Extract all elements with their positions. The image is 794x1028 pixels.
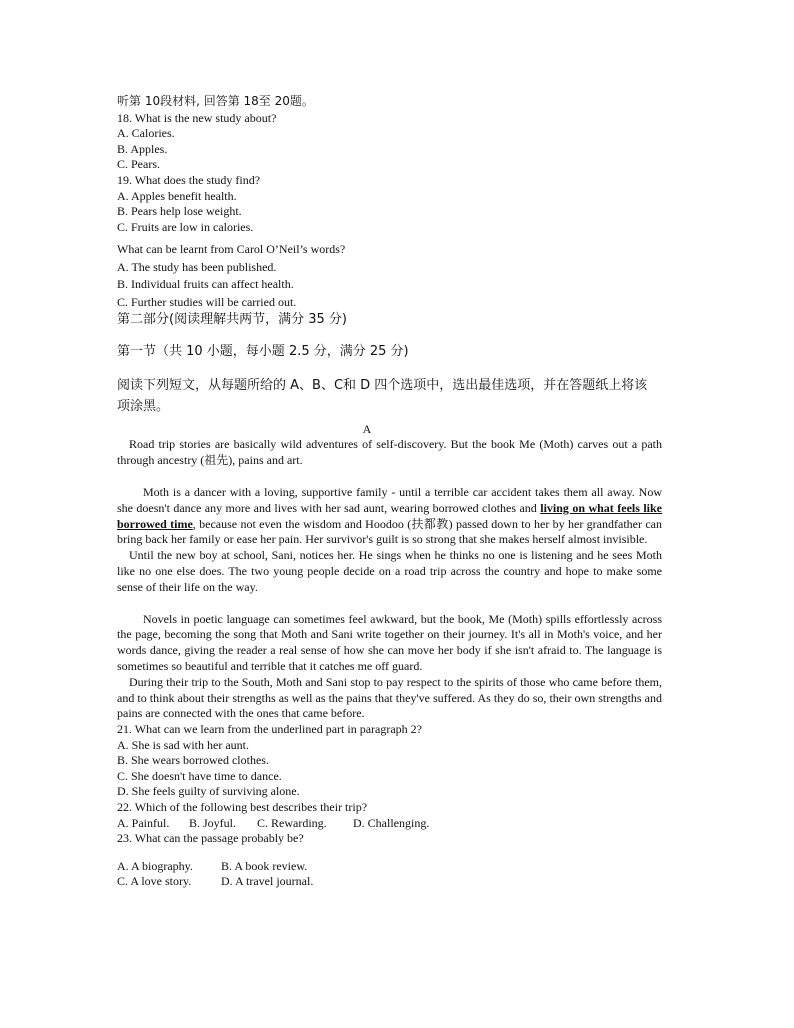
q21-option-d: D. She feels guilty of surviving alone. <box>117 784 300 799</box>
q22-options <box>117 816 677 832</box>
q23-option-a: A. A biography. <box>117 858 193 873</box>
passage-paragraph-4: Novels in poetic language can sometimes feel awkward, but the book, Me (Moth) spills effortlessly across the page, becoming the song that Moth and Sani write together on their journey. It's all in Moth's voice, and her words dance, giving the reader a real sense of how she can move her body if she isn't afraid to. The language is sometimes so beautiful and terrible that it catches me off guard. <box>117 611 662 673</box>
question-22: 22. Which of the following best describes their trip? <box>117 800 368 815</box>
q19-option-a: A. Apples benefit health. <box>117 188 237 203</box>
q20-option-c: C. Further studies will be carried out. <box>117 294 297 309</box>
question-21: 21. What can we learn from the underlined part in paragraph 2? <box>117 722 422 737</box>
q22-option-c: C. Rewarding. <box>257 815 327 830</box>
q21-option-c: C. She doesn't have time to dance. <box>117 768 282 783</box>
passage-paragraph-1: Road trip stories are basically wild adventures of self-discovery. But the book Me (Moth) carves out a path through ancestry (祖先), pains and art. <box>117 437 662 468</box>
underlined-phrase: living on what feels like borrowed time <box>117 500 662 531</box>
paragraph-2-text-start: Moth is a dancer with a loving, supportive family - until a terrible car accident takes them all away. Now she doesn't dance any more and lives with her sad aunt, wearing borrowed clothes and <box>117 484 662 515</box>
paragraph-2-text-end: , because not even the wisdom and Hoodoo (扶都教) passed down to her by her grandfather can bring back her family or ease her pain. Her survivor's guilt is so strong that she makes herself almost invisible. <box>117 516 662 547</box>
q22-option-b: B. Joyful. <box>189 815 237 830</box>
q21-option-a: A. She is sad with her aunt. <box>117 737 249 752</box>
passage-paragraph-2 <box>117 485 662 548</box>
q19-option-c: C. Fruits are low in calories. <box>117 219 254 234</box>
passage-paragraph-5: During their trip to the South, Moth and Sani stop to pay respect to the spirits of those who came before them, and to think about their strengths as well as the pains that they've suffered. As they do so, their own strengths and pains are connected with the ones that came before. <box>117 674 662 721</box>
passage-label: A <box>362 422 372 437</box>
question-18: 18. What is the new study about? <box>117 110 277 125</box>
listening-header: 听第 10段材料, 回答第 18至 20题。 <box>117 94 314 108</box>
exam-page <box>117 94 677 890</box>
q23-option-c: C. A love story. <box>117 874 192 889</box>
passage-paragraph-3: Until the new boy at school, Sani, notices her. He sings when he thinks no one is listening and he sees Moth like no one else does. The two young people decide on a road trip across the country and hope to make some sense of their life on the way. <box>117 548 662 594</box>
q18-option-a: A. Calories. <box>117 126 175 141</box>
q23-option-d: D. A travel journal. <box>221 874 314 889</box>
question-19: 19. What does the study find? <box>117 172 261 187</box>
q18-option-b: B. Apples. <box>117 141 168 156</box>
q18-option-c: C. Pears. <box>117 157 160 172</box>
q20-option-a: A. The study has been published. <box>117 259 277 274</box>
question-20: What can be learnt from Carol O’Neil’s words? <box>117 242 346 257</box>
q19-option-b: B. Pears help lose weight. <box>117 204 242 219</box>
reading-instruction: 阅读下列短文，从每题所给的 A、B、C和 D 四个选项中，选出最佳选项，并在答题纸上将该项涂黑。 <box>117 378 648 415</box>
q20-option-b: B. Individual fruits can affect health. <box>117 277 294 292</box>
question-23: 23. What can the passage probably be? <box>117 831 304 846</box>
q23-option-b: B. A book review. <box>221 858 308 873</box>
section1-title: 第一节（共 10 小题，每小题 2.5 分，满分 25 分) <box>117 344 409 360</box>
q22-option-d: D. Challenging. <box>353 815 430 830</box>
part2-title: 第二部分(阅读理解共两节，满分 35 分) <box>117 312 347 328</box>
q21-option-b: B. She wears borrowed clothes. <box>117 753 269 768</box>
q22-option-a: A. Painful. <box>117 815 170 830</box>
q23-options-row-1 <box>117 859 677 875</box>
q23-options-row-2 <box>117 874 677 890</box>
